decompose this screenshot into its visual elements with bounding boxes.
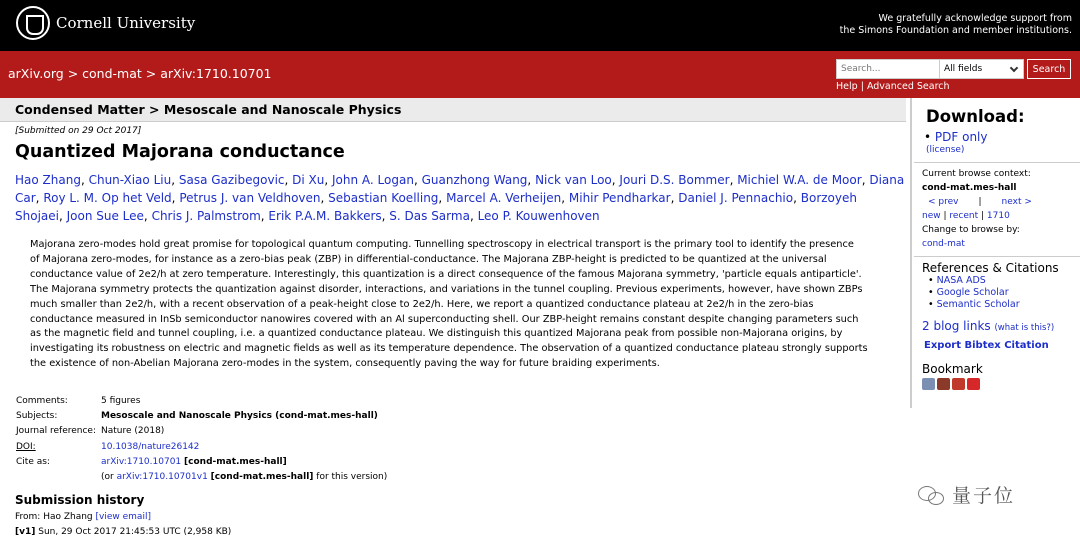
wechat-icon (918, 484, 946, 506)
search-form (836, 59, 1071, 79)
blog-links (922, 319, 1054, 333)
author-link[interactable]: Joon Sue Lee (66, 209, 144, 223)
author-list: Hao Zhang, Chun-Xiao Liu, Sasa Gazibegovic, Di Xu, John A. Logan, Guanzhong Wang, Nick van Loo, Jouri D.S. Bommer, Michiel W.A. de Moor, Diana Car, Roy L. M. Op het Veld, Petrus J. van Veldhoven, Sebastian Koelling, Marcel A. Verheijen, Mihir Pendharkar, Daniel J. Pennachio, Borzoyeh Shojaei, Joon Sue Lee, Chris J. Palmstrom, Erik P.A.M. Bakkers, S. Das Sarma, Leo P. Kouwenhoven (15, 173, 905, 223)
prev-link[interactable]: < prev (928, 197, 959, 207)
mendeley-icon[interactable] (937, 378, 950, 390)
help-link[interactable]: Help (836, 81, 858, 92)
meta-row-subjects (16, 411, 387, 426)
meta-row-doi (16, 442, 387, 457)
version-v1 (15, 527, 231, 537)
meta-label: Journal reference: (16, 426, 96, 437)
from-label: From: Hao Zhang (15, 512, 93, 522)
meta-subjects: Mesoscale and Nanoscale Physics (cond-mat.mes-hall) (101, 411, 378, 422)
author-link[interactable]: Daniel J. Pennachio (678, 191, 794, 205)
abstract-line: of Majorana zero-modes, for instance as a zero-bias peak (ZBP) in differential-conductance. The Majorana ZBP-height is predicted to be quantized at the universal (30, 253, 827, 265)
author-link[interactable]: Leo P. Kouwenhoven (477, 209, 600, 223)
author-link[interactable]: Mihir Pendharkar (568, 191, 671, 205)
meta-row-journal (16, 426, 387, 441)
pdf-only-link[interactable]: PDF only (934, 130, 988, 144)
cite-end: for this version) (316, 471, 388, 482)
watermark (918, 481, 1015, 508)
bibsonomy-icon[interactable] (922, 378, 935, 390)
author-link[interactable]: Nick van Loo (535, 173, 612, 187)
references-list: • NASA ADS • Google Scholar • Semantic Scholar (928, 275, 1020, 310)
download-list (924, 130, 987, 144)
year-link[interactable]: 1710 (986, 211, 1010, 221)
author-link[interactable]: Hao Zhang (15, 173, 81, 187)
download-title: Download: (926, 107, 1025, 126)
author-link[interactable]: Chris J. Palmstrom (151, 209, 261, 223)
view-email-link[interactable]: [view email] (95, 512, 151, 522)
submission-history-title: Submission history (15, 493, 145, 507)
author-link[interactable]: Borzoyeh Shojaei (15, 191, 857, 223)
search-field-value: All fields (944, 64, 983, 74)
meta-row-cite (16, 457, 387, 472)
support-line-1: We gratefully acknowledge support from (878, 13, 1072, 24)
doi-label: DOI: (16, 441, 36, 452)
breadcrumb[interactable]: arXiv.org > cond-mat > arXiv:1710.10701 (8, 66, 272, 81)
change-browse-label: Change to browse by: (922, 225, 1020, 235)
abstract-line: conductance value of 2e2/h at zero temperature. Interestingly, this quantization is a direct consequence of the famous Majorana symmetry, 'particle equals antiparticle'. (30, 268, 862, 280)
cite-version-link[interactable]: arXiv:1710.10701v1 (116, 471, 208, 482)
institution-name: Cornell University (56, 14, 196, 32)
right-sidebar (910, 98, 1080, 408)
abstract-line: Majorana zero-modes hold great promise for topological quantum computing. Tunnelling spectroscopy in electrical transport is the primary tool to identify the presence (30, 239, 854, 250)
cite-tag-version: [cond-mat.mes-hall] (210, 471, 314, 482)
bookmark-icons (922, 378, 980, 390)
abstract (30, 238, 890, 372)
meta-comments: 5 figures (101, 396, 141, 406)
version-details: Sun, 29 Oct 2017 21:45:53 UTC (2,958 KB) (38, 527, 232, 537)
browse-context: Current browse context: cond-mat.mes-hall < prev | next > new | recent | 1710 Change to browse by: cond-mat (914, 162, 1080, 250)
nasa-ads-link[interactable]: NASA ADS (936, 275, 986, 286)
search-button[interactable]: Search (1027, 59, 1071, 79)
metadata-table (16, 396, 387, 487)
cite-link[interactable]: arXiv:1710.10701 (101, 456, 182, 467)
recent-link[interactable]: recent (949, 211, 979, 221)
author-link[interactable]: Jouri D.S. Bommer (619, 173, 730, 187)
meta-label: Subjects: (16, 411, 58, 422)
chevron-down-icon (1010, 64, 1018, 72)
meta-row-cite-version (16, 472, 387, 487)
search-field-select[interactable] (940, 59, 1024, 79)
next-link[interactable]: next > (1001, 197, 1032, 207)
cornell-header (0, 0, 1080, 51)
author-link[interactable]: S. Das Sarma (389, 209, 470, 223)
support-line-2[interactable]: the Simons Foundation and member institutions. (839, 25, 1072, 36)
browse-context-label: Current browse context: (922, 169, 1031, 179)
submission-date: [Submitted on 29 Oct 2017] (15, 126, 142, 136)
what-is-this-link[interactable]: (what is this?) (994, 323, 1055, 333)
license-link[interactable]: (license) (926, 145, 965, 155)
cite-or: (or (101, 471, 114, 482)
arxiv-banner (0, 51, 1080, 98)
meta-journal: Nature (2018) (101, 426, 165, 437)
subject-header-text: Condensed Matter > Mesoscale and Nanoscale Physics (15, 102, 402, 117)
support-note (840, 13, 1072, 37)
reddit-icon[interactable] (952, 378, 965, 390)
author-link[interactable]: Sasa Gazibegovic (178, 173, 285, 187)
author-link[interactable]: Marcel A. Verheijen (446, 191, 562, 205)
cite-tag: [cond-mat.mes-hall] (184, 456, 287, 467)
doi-link[interactable]: 10.1038/nature26142 (101, 441, 200, 452)
change-browse-link[interactable]: cond-mat (922, 239, 965, 249)
meta-label: Comments: (16, 396, 68, 406)
author-link[interactable]: Guanzhong Wang (421, 173, 528, 187)
references-title: References & Citations (922, 261, 1059, 275)
new-link[interactable]: new (922, 211, 941, 221)
cornell-seal-icon (16, 6, 50, 40)
abstract-line: The Majorana symmetry protects the quantization against disorder, interactions, and variations in the tunnel coupling. Previous experiments, however, have shown ZBPs (30, 283, 863, 295)
help-separator: | (860, 81, 864, 92)
abstract-line: much smaller than 2e2/h, with a recent observation of a peak-height close to 2e2/h. Here, we report a quantized conductance plateau at 2e2/h in the zero-bias (30, 298, 814, 310)
submission-from (15, 512, 151, 522)
semantic-scholar-link[interactable]: Semantic Scholar (936, 299, 1020, 310)
version-tag[interactable]: [v1] (15, 527, 36, 537)
bullet: • (924, 130, 932, 144)
blog-links-link[interactable]: 2 blog links (922, 319, 991, 333)
watermark-text: 量子位 (952, 485, 1016, 507)
author-link[interactable]: Petrus J. van Veldhoven (179, 191, 321, 205)
author-link[interactable]: Erik P.A.M. Bakkers (268, 209, 382, 223)
meta-row-comments (16, 396, 387, 411)
bookmark-title: Bookmark (922, 362, 983, 376)
meta-label: Cite as: (16, 456, 50, 467)
search-input[interactable]: Search... (836, 59, 940, 79)
author-link[interactable]: Michiel W.A. de Moor (737, 173, 862, 187)
advanced-search-link[interactable]: Advanced Search (866, 81, 950, 92)
abstract-line: investigating its robustness on electric and magnetic fields as well as its temperature dependence. The observation of a quantized conductance plateau strongly supports (30, 343, 868, 355)
references-box (914, 256, 1080, 316)
help-links (836, 81, 950, 92)
author-link[interactable]: Di Xu (292, 173, 325, 187)
subject-header (0, 98, 906, 122)
author-link[interactable]: Chun-Xiao Liu (88, 173, 172, 187)
separator: | (978, 197, 982, 207)
cornell-logo[interactable] (16, 6, 195, 40)
abstract-line: as the magnetic field and tunnel coupling, i.e. a quantized conductance plateau. We distinguish this quantized Majorana peak from possible non-Majorana origins, by (30, 328, 843, 340)
google-scholar-link[interactable]: Google Scholar (936, 287, 1009, 298)
author-link[interactable]: John A. Logan (332, 173, 414, 187)
author-link[interactable]: Diana Car (15, 173, 905, 205)
browse-context-value: cond-mat.mes-hall (922, 183, 1017, 193)
author-link[interactable]: Roy L. M. Op het Veld (43, 191, 172, 205)
paper-title: Quantized Majorana conductance (15, 142, 345, 162)
author-link[interactable]: Sebastian Koelling (328, 191, 439, 205)
sciencewise-icon[interactable] (967, 378, 980, 390)
abstract-line: conductance measured in InSb semiconductor nanowires covered with an Al superconducting shell. Our ZBP-height remains constant despite changing parameters such (30, 313, 859, 325)
abstract-line: the existence of non-Abelian Majorana zero-modes in the system, consequently paving the way for future braiding experiments. (30, 358, 660, 370)
export-bibtex-link[interactable]: Export Bibtex Citation (924, 340, 1049, 351)
